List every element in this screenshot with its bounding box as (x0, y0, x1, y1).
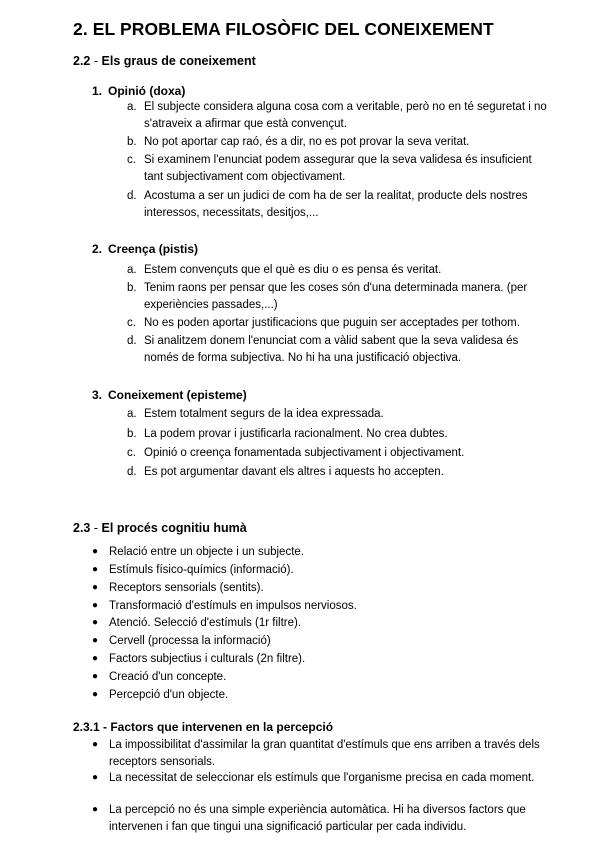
section-dash: - (93, 521, 99, 535)
list-item (127, 406, 547, 423)
list-item (92, 544, 552, 561)
bullet-dot: ● (92, 582, 99, 593)
section-label: Els graus de coneixement (101, 54, 256, 68)
bullet-dot: ● (92, 564, 99, 575)
item-letter: c. (127, 317, 136, 329)
item-letter: c. (127, 154, 136, 166)
list-item (127, 262, 547, 279)
bullet-dot: ● (92, 689, 99, 700)
item-text: Si examinem l'enunciat podem assegurar que la seva validesa és insuficient tant subjectivament com objectivament. (144, 154, 532, 183)
item-text: Cervell (processa la informació) (109, 635, 271, 647)
list-item (127, 333, 547, 366)
section-dash: - (93, 54, 99, 68)
section-number: 2.2 (73, 54, 91, 68)
bullet-dot: ● (92, 804, 99, 815)
item-letter: a. (127, 264, 137, 276)
grade-label: Creença (pistis) (108, 242, 199, 256)
item-text: Es pot argumentar davant els altres i aquests ho accepten. (144, 466, 444, 478)
item-text: La percepció no és una simple experiència automàtica. Hi ha diversos factors que intervenen i fan que tingui una significació particular per cada individu. (109, 804, 526, 833)
list-item (127, 134, 547, 151)
bullet-dot: ● (92, 546, 99, 557)
item-letter: b. (127, 428, 137, 440)
list-item (92, 669, 552, 686)
list-item (127, 426, 547, 443)
item-letter: a. (127, 101, 137, 113)
grade-label: Coneixement (episteme) (108, 388, 247, 402)
list-item (127, 464, 547, 481)
item-text: Acostuma a ser un judici de com ha de ser la realitat, producte dels nostres interessos, necessitats, desitjos,... (144, 190, 528, 219)
grade-number: 3. (92, 388, 103, 402)
item-letter: b. (127, 136, 137, 148)
bullet-dot: ● (92, 635, 99, 646)
bullet-dot: ● (92, 671, 99, 682)
item-letter: c. (127, 447, 136, 459)
item-text: Tenim raons per pensar que les coses són d'una determinada manera. (per experiències passades,...) (144, 282, 528, 311)
list-item (92, 580, 552, 597)
list-item (127, 152, 547, 185)
list-item (92, 802, 552, 835)
item-letter: b. (127, 282, 137, 294)
item-text: No es poden aportar justificacions que puguin ser acceptades per tothom. (144, 317, 520, 329)
grade-number: 2. (92, 242, 103, 256)
item-letter: a. (127, 408, 137, 420)
grade-label: Opinió (doxa) (108, 84, 186, 98)
page-title: 2. EL PROBLEMA FILOSÒFIC DEL CONEIXEMENT (73, 19, 494, 39)
list-item (127, 188, 547, 221)
item-text: Factors subjectius i culturals (2n filtre). (109, 653, 306, 665)
item-text: Si analitzem donem l'enunciat com a vàlid sabent que la seva validesa és només de forma subjectiva. No hi ha una justificació objectiva. (144, 335, 519, 364)
list-item (92, 737, 552, 770)
item-text: Creació d'un concepte. (109, 671, 227, 683)
item-text: Estem totalment segurs de la idea expressada. (144, 408, 384, 420)
item-text: No pot aportar cap raó, és a dir, no es pot provar la seva veritat. (144, 136, 470, 148)
item-text: Opinió o creença fonamentada subjectivament i objectivament. (144, 447, 465, 459)
list-item (92, 770, 552, 787)
bullet-dot: ● (92, 617, 99, 628)
grade-3-heading (92, 388, 247, 402)
item-text: Transformació d'estímuls en impulsos nerviosos. (109, 600, 357, 612)
item-text: Estímuls físico-químics (informació). (109, 564, 294, 576)
grade-number: 1. (92, 84, 103, 98)
bullet-dot: ● (92, 739, 99, 750)
list-item (92, 562, 552, 579)
section-2-2-heading (73, 54, 256, 68)
item-text: Receptors sensorials (sentits). (109, 582, 264, 594)
bullet-dot: ● (92, 653, 99, 664)
bullet-dot: ● (92, 600, 99, 611)
item-text: Relació entre un objecte i un subjecte. (109, 546, 304, 558)
grade-1-heading (92, 84, 185, 98)
item-text: La impossibilitat d'assimilar la gran quantitat d'estímuls que ens arriben a través dels receptors sensorials. (109, 739, 540, 768)
item-text: La necessitat de seleccionar els estímuls que l'organisme precisa en cada moment. (109, 772, 535, 784)
list-item (92, 615, 552, 632)
section-label: El procés cognitiu humà (101, 521, 247, 535)
list-item (92, 687, 552, 704)
list-item (92, 633, 552, 650)
section-number: 2.3 (73, 521, 91, 535)
item-text: La podem provar i justificarla racionalment. No crea dubtes. (144, 428, 448, 440)
bullet-dot: ● (92, 772, 99, 783)
list-item (92, 598, 552, 615)
list-item (127, 315, 547, 332)
list-item (127, 280, 547, 313)
item-letter: d. (127, 190, 137, 202)
item-text: Atenció. Selecció d'estímuls (1r filtre). (109, 617, 302, 629)
item-text: Estem convençuts que el què es diu o es pensa és veritat. (144, 264, 442, 276)
item-text: El subjecte considera alguna cosa com a veritable, però no en té seguretat i no s'atraveix a afirmar que està convençut. (144, 101, 547, 130)
section-2-3-heading (73, 521, 247, 535)
list-item (127, 445, 547, 462)
grade-2-heading (92, 242, 198, 256)
section-2-3-1-heading: 2.3.1 - Factors que intervenen en la percepció (73, 720, 334, 734)
item-text: Percepció d'un objecte. (109, 689, 229, 701)
list-item (127, 99, 547, 132)
item-letter: d. (127, 466, 137, 478)
item-letter: d. (127, 335, 137, 347)
list-item (92, 651, 552, 668)
